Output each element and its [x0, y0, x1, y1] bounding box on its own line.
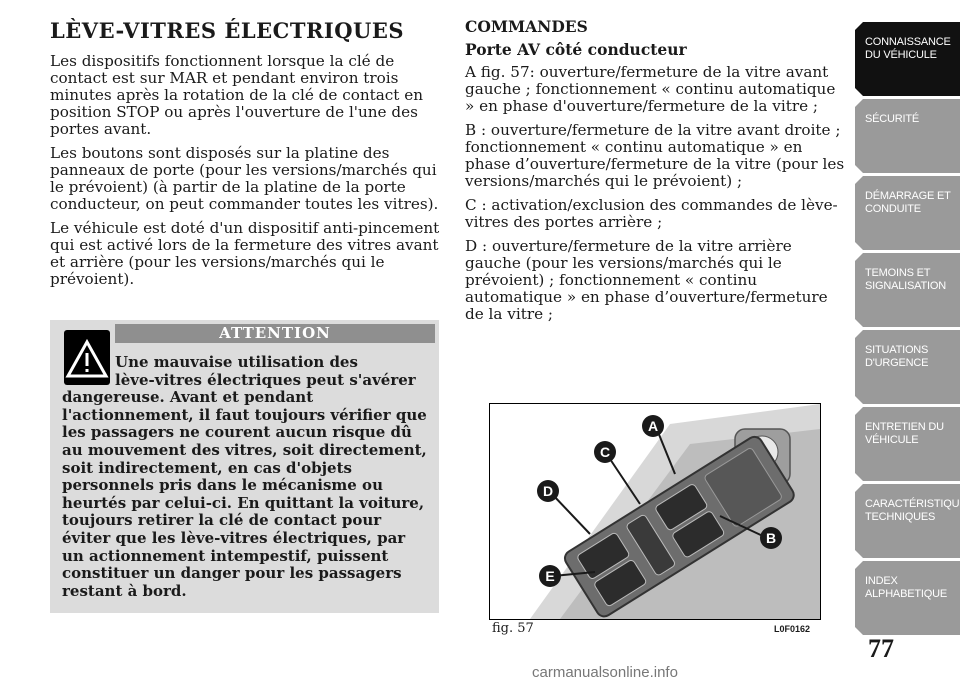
tab-index-alphabetique[interactable] [855, 561, 960, 635]
tab-label: SITUATIONS D'URGENCE [865, 344, 929, 369]
callout-b-label: B [765, 530, 777, 546]
paragraph-3: Le véhicule est doté d'un dispositif anti-pincement qui est activé lors de la fermeture des vitres avant et arrière (pour les versions/marchés qui le prévoient). [50, 219, 440, 288]
tab-caracteristiques-techniques[interactable] [855, 484, 974, 558]
tab-label: CARACTÉRISTIQUES TECHNIQUES [865, 498, 974, 523]
warning-rest: dangereuse. Avant et pendant l'actionnement, il faut toujours vérifier que les passagers ne courent aucun risque dû au mouvement des vitres, soit directement, soit indirectement, en cas d'objets personnels pris dans le mécanisme ou heurtés par celui-ci. En quittant la voiture, toujours retirer la clé de contact pour éviter que les lève-vitres électriques, par un actionnement intempestif, puissent constituer un danger pour les passagers restant à bord. [62, 388, 427, 600]
commands-heading: COMMANDES [465, 17, 588, 36]
left-column [50, 18, 440, 295]
callout-b [760, 527, 782, 549]
window-switch-panel-illustration [490, 404, 820, 619]
tab-label: INDEX ALPHABETIQUE [865, 575, 947, 600]
warning-line-2: lève-vitres électriques peut s'avérer [115, 370, 416, 389]
warning-heading: ATTENTION [115, 324, 435, 343]
callout-d [537, 480, 559, 502]
figure-code: L0F0162 [774, 624, 811, 634]
driver-door-subheading: Porte AV côté conducteur [465, 40, 687, 59]
figure-caption: fig. 57 [492, 621, 534, 636]
section-title: LÈVE-VITRES ÉLECTRIQUES [50, 18, 405, 43]
callout-a-label: A [647, 418, 659, 434]
item-b-text: B : ouverture/fermeture de la vitre avant droite ; fonctionnement « continu automatique » en phase d’ouverture/fermeture de la vitre (pour les versions/marchés qui le prévoient) ; [465, 121, 845, 190]
tab-connaissance-vehicule[interactable] [855, 22, 960, 96]
warning-text [62, 354, 431, 600]
tab-label: DÉMARRAGE ET CONDUITE [865, 190, 951, 215]
callout-a [642, 415, 664, 437]
figure-57 [489, 403, 821, 620]
page-number: 77 [868, 634, 894, 663]
watermark: carmanualsonline.info [532, 664, 678, 681]
tab-demarrage-conduite[interactable] [855, 176, 960, 250]
callout-c [594, 441, 616, 463]
callout-c-label: C [599, 444, 611, 460]
tab-entretien-vehicule[interactable] [855, 407, 960, 481]
callout-e [539, 565, 561, 587]
right-column [465, 18, 845, 330]
item-d-text: D : ouverture/fermeture de la vitre arrière gauche (pour les versions/marchés qui le prévoient) ; fonctionnement « continu automatique » en phase d’ouverture/fermeture de la vitre ; [465, 237, 828, 323]
tab-situations-urgence[interactable] [855, 330, 960, 404]
warning-box [50, 320, 439, 613]
tab-label: TEMOINS ET SIGNALISATION [865, 267, 946, 292]
callout-d-label: D [542, 483, 554, 499]
warning-line-1: Une mauvaise utilisation des [115, 353, 358, 371]
tab-label: ENTRETIEN DU VÉHICULE [865, 421, 944, 446]
chapter-sidebar [855, 22, 974, 638]
callout-e-label: E [545, 568, 555, 584]
paragraph-1: Les dispositifs fonctionnent lorsque la clé de contact est sur MAR et pendant environ trois minutes après la rotation de la clé de contact en position STOP ou après l'ouverture de l'une des portes avant. [50, 52, 423, 138]
paragraph-2: Les boutons sont disposés sur la platine des panneaux de porte (pour les versions/marchés qui le prévoient) (à partir de la platine de la porte conducteur, on peut commander toutes les vitres). [50, 144, 439, 213]
tab-temoins-signalisation[interactable] [855, 253, 960, 327]
tab-label: SÉCURITÉ [865, 113, 920, 125]
tab-securite[interactable] [855, 99, 960, 173]
item-a-text: A fig. 57: ouverture/fermeture de la vitre avant gauche ; fonctionnement « continu automatique » en phase d'ouverture/fermeture de la vitre ; [465, 63, 836, 115]
tab-label: CONNAISSANCE DU VÉHICULE [865, 36, 951, 61]
item-c-text: C : activation/exclusion des commandes de lève-vitres des portes arrière ; [465, 196, 838, 231]
